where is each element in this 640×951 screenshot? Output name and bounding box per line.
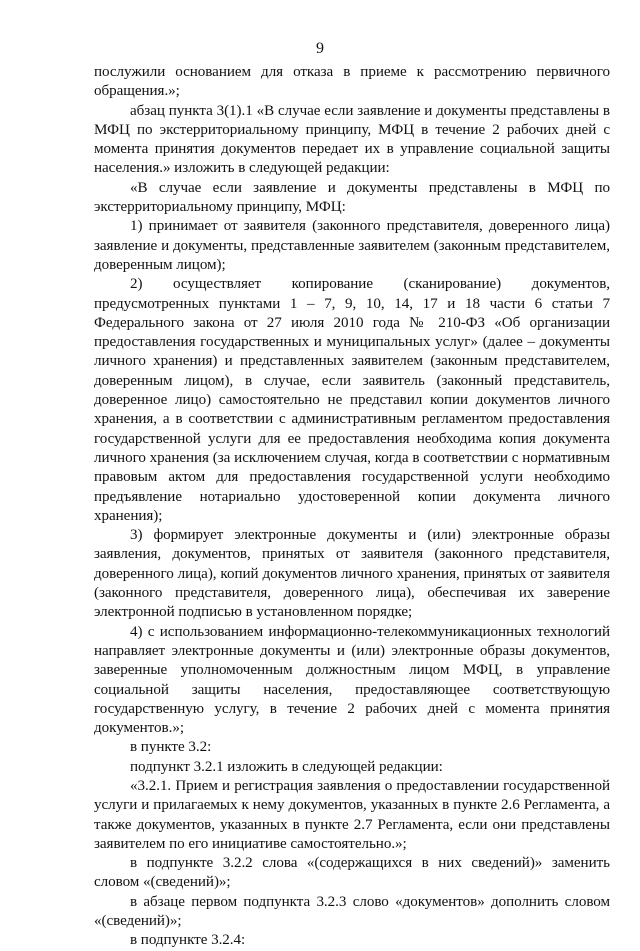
paragraph: «В случае если заявление и документы представлены в МФЦ по экстерриториальному принципу, МФЦ: <box>94 179 610 216</box>
paragraph: абзац пункта 3(1).1 «В случае если заявление и документы представлены в МФЦ по экстерриториальному принципу, МФЦ в течение 2 рабочих дней с момента принятия документов передает их в управление социальной защиты населения.» изложить в следующей редакции: <box>94 102 610 177</box>
paragraph: в пункте 3.2: <box>130 739 212 756</box>
paragraph: послужили основанием для отказа в приеме к рассмотрению первичного обращения.»; <box>94 64 610 100</box>
paragraph: 3) формирует электронные документы и (или) электронные образы заявления, документов, принятых от заявителя (законного представителя, доверенного лица), копий документов личного хранения, принятых от заявителя (законного представителя, доверенного лица), обеспечивая их заверение электронной подписью в установленном порядке; <box>94 527 610 621</box>
paragraph: в подпункте 3.2.2 слова «(содержащихся в них сведений)» заменить словом «(сведений)»; <box>94 855 610 891</box>
paragraph: в абзаце первом подпункта 3.2.3 слово «документов» дополнить словом «(сведений)»; <box>94 893 610 930</box>
paragraph: «3.2.1. Прием и регистрация заявления о предоставлении государственной услуги и прилагаемых к нему документов, указанных в пункте 2.6 Регламента, а также документов, указанных в пункте 2.7 Регламента, если они представлены заявителем по его инициативе самостоятельно.»; <box>94 777 610 852</box>
document-body <box>94 63 610 951</box>
paragraph: подпункт 3.2.1 изложить в следующей редакции: <box>130 758 443 775</box>
paragraph: в подпункте 3.2.4: <box>130 932 246 949</box>
paragraph: 2) осуществляет копирование (сканирование) документов, предусмотренных пунктами 1 – 7, 9, 10, 14, 17 и 18 части 6 статьи 7 Федерального закона от 27 июля 2010 года № 210-ФЗ «Об организации предоставления государственных и муниципальных услуг» (далее – документы личного хранения) и представленных заявителем (законным представителем, доверенным лицом), в случае, если заявитель (законный представитель, доверенное лицо) самостоятельно не представил копии документов личного хранения, а в соответствии с административным регламентом предоставления государственной услуги для ее предоставления необходима копия документа личного хранения (за исключением случая, когда в соответствии с нормативным правовым актом для предоставления государственной услуги необходимо предъявление нотариально удостоверенной копии документа личного хранения); <box>94 276 610 524</box>
paragraph: 1) принимает от заявителя (законного представителя, доверенного лица) заявление и документы, представленные заявителем (законным представителем, доверенным лицом); <box>94 218 610 273</box>
paragraph: 4) с использованием информационно-телекоммуникационных технологий направляет электронные документы и (или) электронные образы документов, заверенные уполномоченным должностным лицом МФЦ, в управление социальной защиты населения, предоставляющее соответствующую государственную услугу, в течение 2 рабочих дней с момента принятия документов.»; <box>94 623 610 737</box>
page-number: 9 <box>316 40 324 57</box>
